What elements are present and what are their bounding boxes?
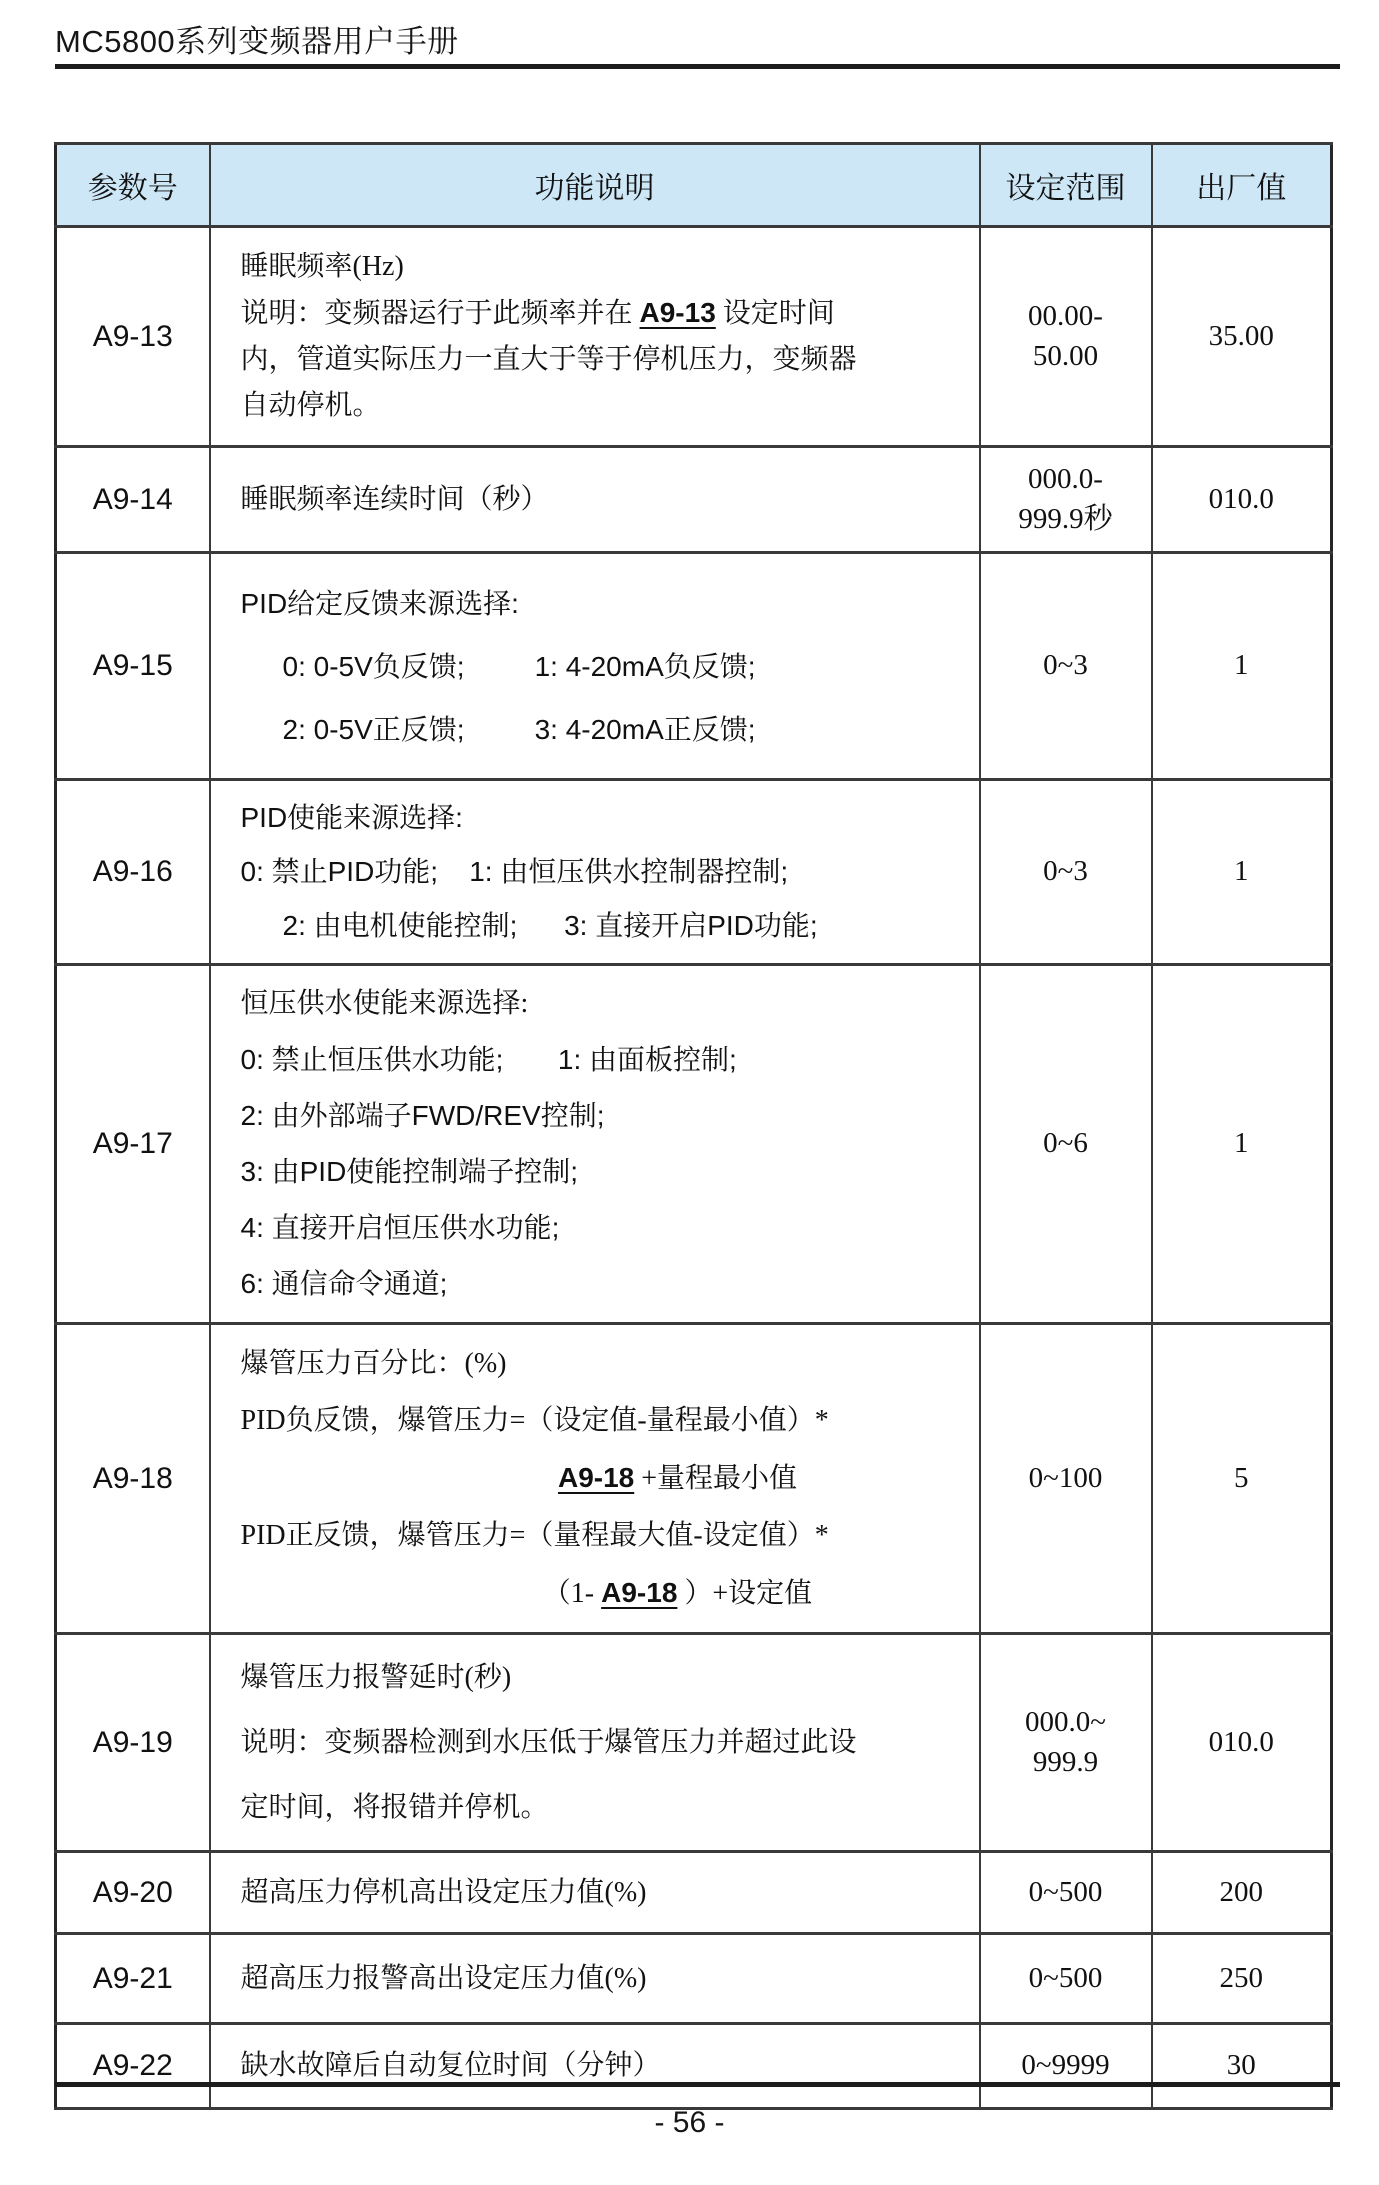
- desc-line: [241, 1775, 965, 1840]
- range-line: 50.00: [1032, 339, 1099, 372]
- range-line: 0~500: [1028, 1875, 1103, 1908]
- range-line: 0~500: [1028, 1961, 1103, 1994]
- default-value-cell: 200: [1152, 1852, 1332, 1934]
- range-line: 0~6: [1043, 1127, 1088, 1160]
- table-body: [56, 227, 1332, 2109]
- column-header: 设定范围: [980, 144, 1152, 227]
- desc-line: [241, 1392, 965, 1449]
- desc-line: [241, 2046, 965, 2086]
- page-title: MC5800系列变频器用户手册: [55, 24, 459, 59]
- desc-line: [241, 1144, 965, 1200]
- column-header: 功能说明: [210, 144, 980, 227]
- desc-line: [241, 572, 965, 635]
- default-value-cell: 250: [1152, 1934, 1332, 2024]
- param-cell: A9-16: [56, 780, 210, 965]
- table-row: [56, 1324, 1332, 1634]
- default-value-cell: 30: [1152, 2024, 1332, 2109]
- range-line: 000.0~: [1025, 1706, 1106, 1739]
- param-cell: A9-21: [56, 1934, 210, 2024]
- desc-line: [241, 1959, 965, 1999]
- desc-cell: [210, 1634, 980, 1852]
- desc-text: 爆管压力百分比：(%): [240, 1348, 507, 1379]
- desc-text: 说明：变频器运行于此频率并在: [240, 298, 640, 329]
- desc-cell: [210, 1852, 980, 1934]
- range-line: 999.9: [1032, 1745, 1099, 1778]
- column-header: 出厂值: [1152, 144, 1332, 227]
- range-line: 0~3: [1043, 855, 1088, 888]
- table-row: [56, 553, 1332, 780]
- desc-line: [241, 480, 965, 520]
- desc-text: ）+设定值: [677, 1578, 813, 1609]
- range-cell: [980, 2024, 1152, 2109]
- param-cell: A9-22: [56, 2024, 210, 2109]
- range-cell: [980, 227, 1152, 447]
- desc-text: 0: 禁止PID功能; 1: 由恒压供水控制器控制;: [240, 856, 789, 887]
- param-cell: A9-18: [56, 1324, 210, 1634]
- param-cell: A9-15: [56, 553, 210, 780]
- desc-text: 睡眠频率连续时间（秒）: [240, 483, 549, 515]
- desc-line: [241, 290, 965, 337]
- header-row: [56, 144, 1332, 227]
- range-cell: [980, 1852, 1152, 1934]
- param-cell: A9-19: [56, 1634, 210, 1852]
- param-cell: A9-20: [56, 1852, 210, 1934]
- desc-text: 0: 0-5V负反馈; 1: 4-20mA负反馈;: [282, 650, 756, 682]
- desc-line: [241, 635, 965, 698]
- table-row: [56, 2024, 1332, 2109]
- default-value-cell: 1: [1152, 553, 1332, 780]
- desc-text: 2: 由外部端子FWD/REV控制;: [240, 1100, 605, 1131]
- range-cell: [980, 1934, 1152, 2024]
- desc-line: [241, 383, 965, 429]
- desc-text: 爆管压力报警延时(秒): [240, 1662, 512, 1693]
- desc-line: [241, 1873, 965, 1913]
- desc-line: [241, 845, 965, 899]
- desc-line: [241, 1564, 965, 1622]
- range-line: 999.9秒: [1018, 502, 1113, 535]
- desc-text: PID负反馈，爆管压力=（设定值-量程最小值）*: [240, 1405, 829, 1436]
- desc-cell: [210, 227, 980, 447]
- footer-rule: [55, 2082, 1340, 2087]
- table-row: [56, 227, 1332, 447]
- desc-line: [241, 1335, 965, 1392]
- desc-line: [241, 337, 965, 383]
- range-cell: [980, 965, 1152, 1324]
- range-cell: [980, 780, 1152, 965]
- desc-text: PID使能来源选择:: [240, 802, 463, 833]
- desc-line: [241, 976, 965, 1032]
- desc-text: 说明：变频器检测到水压低于爆管压力并超过此设: [240, 1727, 857, 1758]
- desc-text: 4: 直接开启恒压供水功能;: [240, 1212, 560, 1243]
- range-cell: [980, 1324, 1152, 1634]
- param-ref: A9-13: [639, 297, 716, 328]
- range-line: 00.00-: [1028, 300, 1103, 333]
- desc-text: 自动停机。: [240, 390, 381, 421]
- range-line: 000.0-: [1028, 463, 1103, 496]
- default-value-cell: 010.0: [1152, 1634, 1332, 1852]
- range-line: 0~9999: [1021, 2049, 1110, 2082]
- range-line: 0~3: [1043, 649, 1088, 682]
- desc-text: 超高压力报警高出设定压力值(%): [240, 1962, 647, 1994]
- desc-cell: [210, 553, 980, 780]
- desc-text: +量程最小值: [634, 1463, 798, 1494]
- desc-line: [241, 1256, 965, 1312]
- desc-line: [241, 1645, 965, 1710]
- table-row: [56, 1852, 1332, 1934]
- desc-line: [241, 1032, 965, 1088]
- desc-text: 缺水故障后自动复位时间（分钟）: [240, 2050, 661, 2081]
- desc-text: PID正反馈，爆管压力=（量程最大值-设定值）*: [240, 1520, 829, 1551]
- table-row: [56, 780, 1332, 965]
- desc-text: 超高压力停机高出设定压力值(%): [240, 1876, 647, 1908]
- desc-cell: [210, 1934, 980, 2024]
- desc-line: [241, 1710, 965, 1775]
- default-value-cell: 010.0: [1152, 447, 1332, 553]
- desc-line: [241, 1507, 965, 1564]
- desc-line: [241, 1088, 965, 1144]
- desc-text: 定时间，将报错并停机。: [240, 1792, 549, 1823]
- desc-text: 3: 由PID使能控制端子控制;: [240, 1156, 579, 1187]
- param-cell: A9-17: [56, 965, 210, 1324]
- desc-text: PID给定反馈来源选择:: [240, 587, 519, 619]
- table-row: [56, 1634, 1332, 1852]
- range-line: 0~100: [1028, 1461, 1103, 1494]
- desc-line: [241, 698, 965, 761]
- desc-cell: [210, 447, 980, 553]
- desc-text: 2: 0-5V正反馈; 3: 4-20mA正反馈;: [282, 713, 756, 745]
- parameter-table: [54, 142, 1333, 2110]
- range-cell: [980, 553, 1152, 780]
- desc-line: [241, 899, 965, 953]
- desc-line: [241, 244, 965, 290]
- desc-text: 6: 通信命令通道;: [240, 1268, 448, 1299]
- desc-cell: [210, 965, 980, 1324]
- desc-text: （1-: [542, 1578, 602, 1609]
- header-rule: [55, 64, 1340, 69]
- table-row: [56, 1934, 1332, 2024]
- desc-line: [241, 791, 965, 845]
- desc-text: 睡眠频率(Hz): [240, 251, 404, 282]
- param-ref: A9-18: [557, 1462, 635, 1493]
- column-header: 参数号: [56, 144, 210, 227]
- desc-cell: [210, 2024, 980, 2109]
- param-cell: A9-14: [56, 447, 210, 553]
- param-cell: A9-13: [56, 227, 210, 447]
- desc-text: 2: 由电机使能控制; 3: 直接开启PID功能;: [282, 910, 818, 941]
- page-number: - 56 -: [654, 2106, 725, 2139]
- range-cell: [980, 447, 1152, 553]
- table-row: [56, 965, 1332, 1324]
- desc-line: [241, 1200, 965, 1256]
- default-value-cell: 35.00: [1152, 227, 1332, 447]
- param-ref: A9-18: [601, 1577, 678, 1608]
- desc-line: [241, 1449, 965, 1507]
- default-value-cell: 1: [1152, 780, 1332, 965]
- desc-text: 内，管道实际压力一直大于等于停机压力，变频器: [240, 344, 857, 375]
- table-head: [56, 144, 1332, 227]
- default-value-cell: 5: [1152, 1324, 1332, 1634]
- desc-text: 恒压供水使能来源选择:: [240, 988, 529, 1019]
- table-row: [56, 447, 1332, 553]
- desc-cell: [210, 1324, 980, 1634]
- default-value-cell: 1: [1152, 965, 1332, 1324]
- range-cell: [980, 1634, 1152, 1852]
- desc-text: 设定时间: [715, 298, 835, 329]
- desc-text: 0: 禁止恒压供水功能; 1: 由面板控制;: [240, 1044, 737, 1075]
- desc-cell: [210, 780, 980, 965]
